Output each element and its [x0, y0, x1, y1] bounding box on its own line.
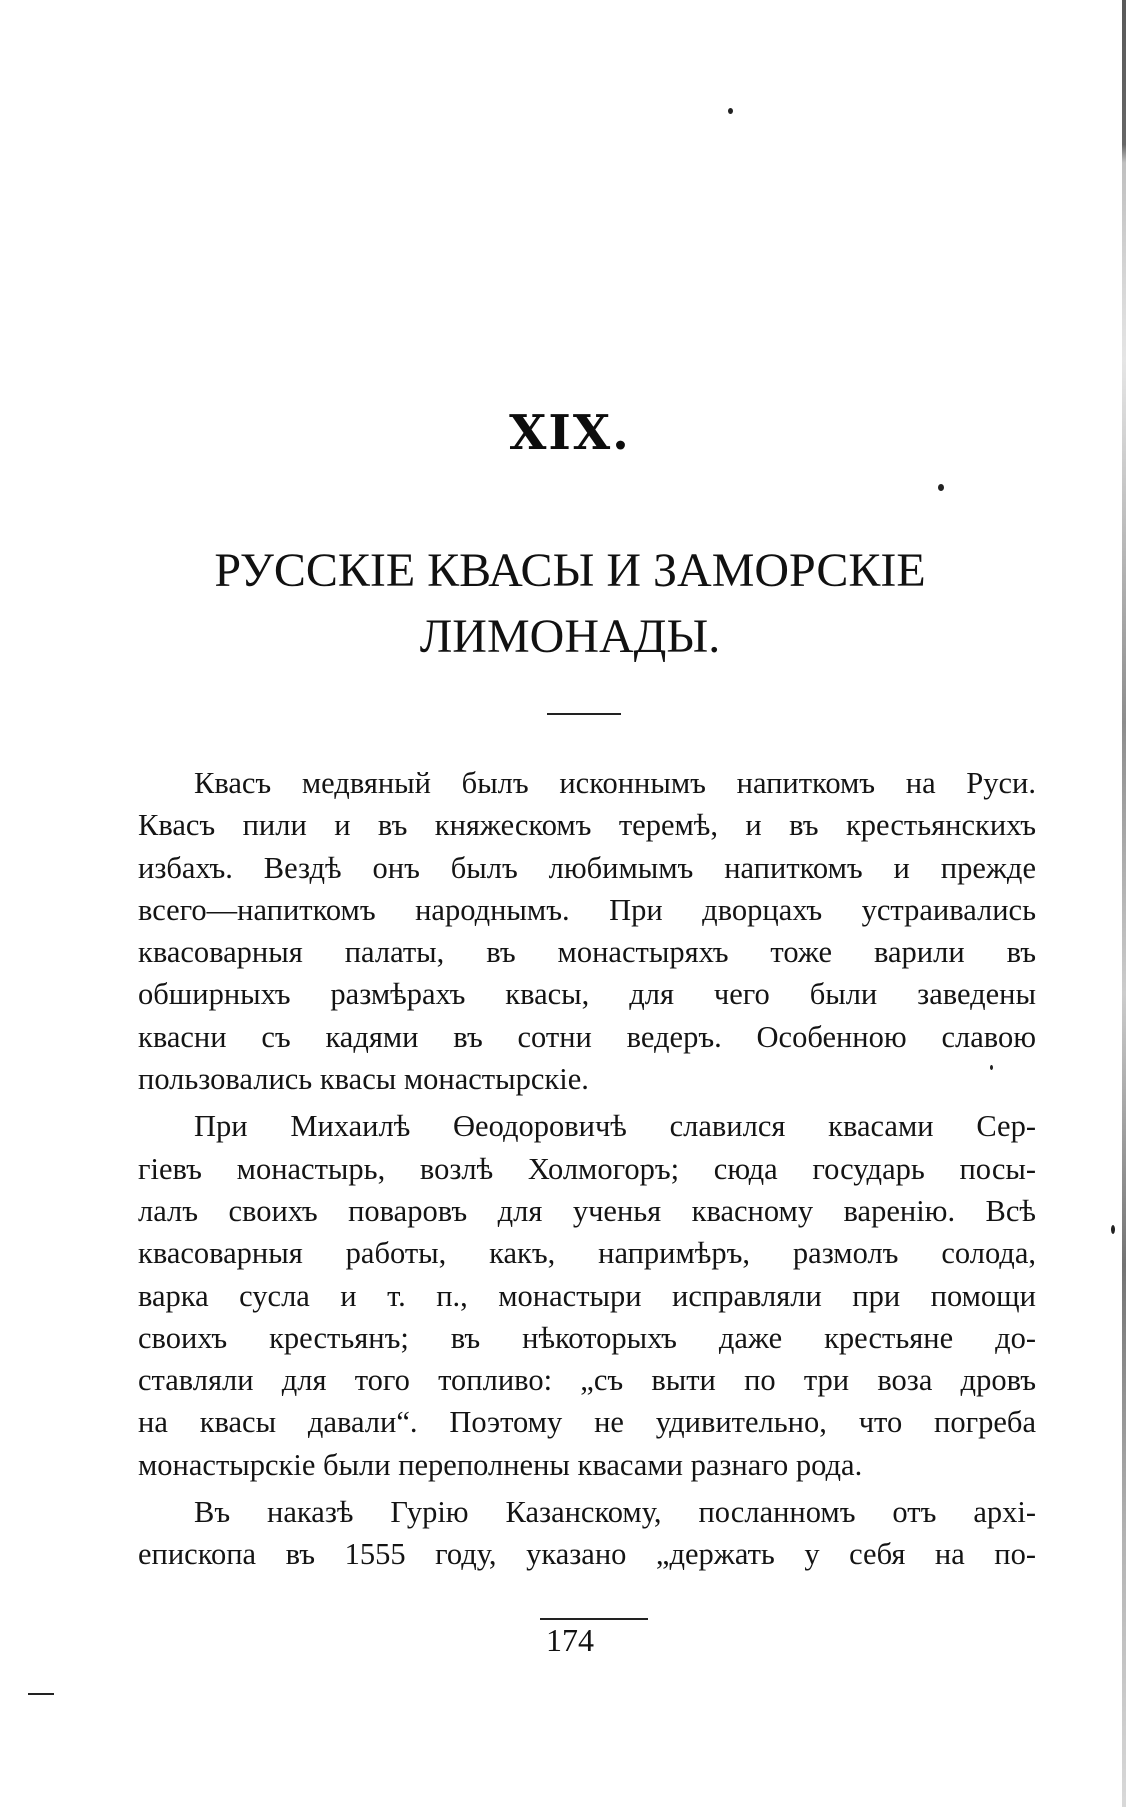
page-number: 174 [546, 1622, 594, 1658]
text-line: гіевъ монастырь, возлѣ Холмогоръ; сюда государь посы- [138, 1151, 1036, 1186]
scan-margin-mark [28, 1693, 54, 1695]
text-line: квасоварныя палаты, въ монастыряхъ тоже варили въ [138, 935, 1036, 970]
chapter-title [0, 538, 1140, 670]
scan-edge-shadow [1122, 0, 1126, 1807]
text-line: своихъ крестьянъ; въ нѣкоторыхъ даже крестьяне до- [138, 1320, 1036, 1355]
body-text [138, 762, 1036, 1576]
text-line: квасни съ кадями въ сотни ведеръ. Особенною славою [138, 1019, 1036, 1054]
text-line: епископа въ 1555 году, указано „держать у себя на по- [138, 1537, 1036, 1572]
chapter-title-line: РУССКІЕ КВАСЫ И ЗАМОРСКІЕ [214, 544, 926, 597]
text-line: квасоварныя работы, какъ, напримѣръ, размолъ солода, [138, 1236, 1036, 1271]
text-line: ставляли для того топливо: „съ выти по три воза дровъ [138, 1363, 1036, 1398]
chapter-number: XIX. [509, 405, 631, 461]
scan-speck [938, 484, 944, 491]
text-line: на квасы давали“. Поэтому не удивительно, что погреба [138, 1405, 1036, 1440]
scan-speck [1111, 1225, 1115, 1234]
text-line: Квасъ медвяный былъ исконнымъ напиткомъ на Руси. [194, 766, 1036, 800]
text-line: пользовались квасы монастырскіе. [138, 1062, 589, 1097]
text-line: избахъ. Вездѣ онъ былъ любимымъ напиткомъ и прежде [138, 850, 1036, 885]
text-line: варка сусла и т. п., монастыри исправляли при помощи [138, 1278, 1036, 1313]
title-divider-rule [547, 713, 621, 715]
paragraph [138, 762, 1036, 1100]
text-line: обширныхъ размѣрахъ квасы, для чего были заведены [138, 977, 1036, 1012]
text-line: всего—напиткомъ народнымъ. При дворцахъ устраивались [138, 892, 1036, 927]
paragraph [138, 1491, 1036, 1576]
text-line: лалъ своихъ поваровъ для ученья квасному варенію. Всѣ [138, 1193, 1036, 1228]
text-line: Квасъ пили и въ княжескомъ теремѣ, и въ крестьянскихъ [138, 808, 1036, 843]
paragraph [138, 1105, 1036, 1486]
text-line: монастырскіе были переполнены квасами разнаго рода. [138, 1447, 863, 1482]
scan-speck [728, 108, 733, 114]
folio-rule [540, 1618, 648, 1620]
chapter-title-line: ЛИМОНАДЫ. [419, 610, 721, 663]
text-line: При Михаилѣ Өеодоровичѣ славился квасами Сер- [194, 1109, 1036, 1144]
text-line: Въ наказѣ Гурію Казанскому, посланномъ отъ архі- [194, 1495, 1036, 1530]
